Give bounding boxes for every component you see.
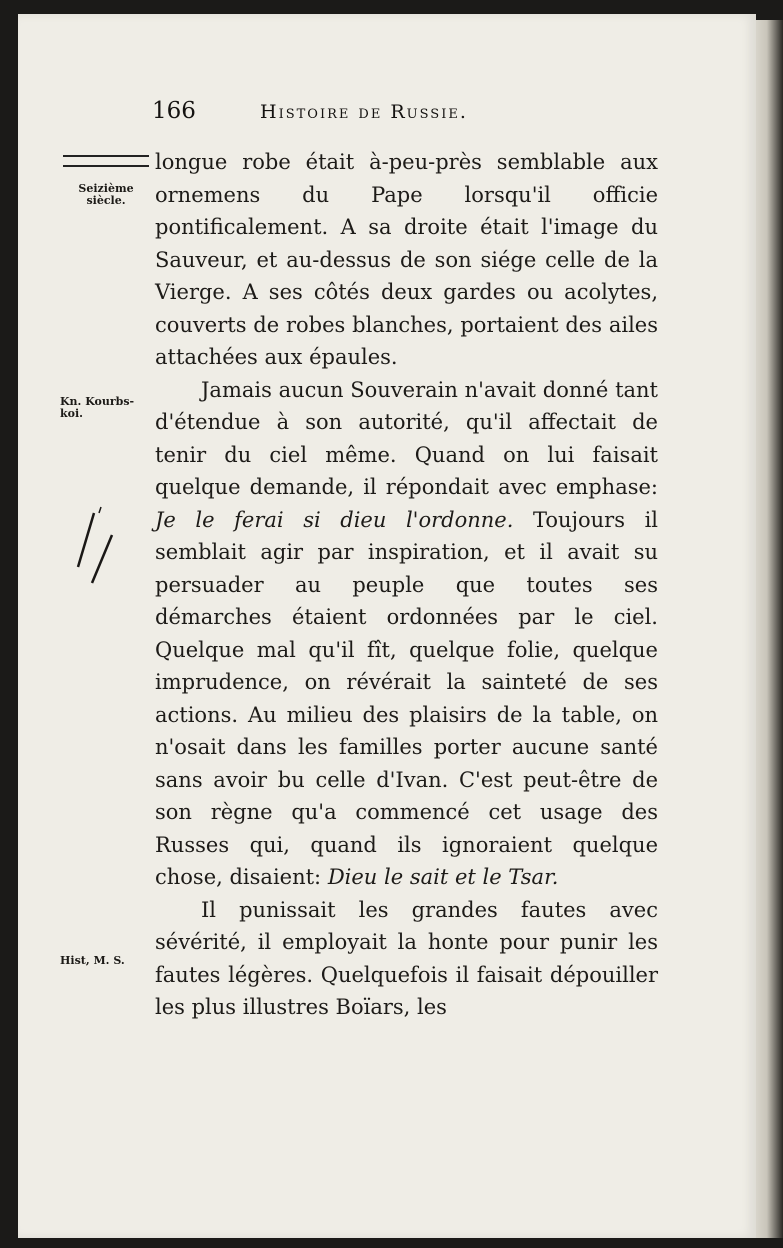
quote-ordonne: Je le ferai si dieu l'ordonne. <box>155 507 514 532</box>
paragraph-1: longue robe était à-peu-près semblable aux ornemens du Pape lorsqu'il officie pontificalement. A sa droite était l'image du Sauveur, et au-dessus de son siége celle de la Vierge. A ses côtés deux gardes ou acolytes, couverts de robes blanches, portaient des ailes attachées aux épaules. <box>155 150 658 369</box>
side-note-source-1: Kn. Kourbs-koi. <box>60 395 135 420</box>
page-number: 166 <box>152 98 196 124</box>
book-spine <box>756 20 783 1238</box>
paragraph-2-text-a: Jamais aucun Souverain n'avait donné tant d'étendue à son autorité, qu'il affectait de tenir du ciel même. Quand on lui faisait quelque demande, il répondait avec emphase: <box>155 377 658 499</box>
page-header <box>152 98 552 128</box>
quote-tsar: Dieu le sait et le Tsar. <box>327 865 559 889</box>
running-title: Histoire de Russie. <box>260 101 468 123</box>
paragraph-3: Il punissait les grandes fautes avec sévérité, il employait la honte pour punir les fautes légères. Quelquefois il faisait dépouiller les plus illustres Boïars, les <box>155 897 658 1019</box>
paragraph-2 <box>155 374 658 894</box>
paragraph-2-text-b: Toujours il semblait agir par inspiration, et il avait su persuader au peuple que toutes ses démarches étaient ordonnées par le ciel. Quelque mal qu'il fît, quelque folie, quelque imprudence, on révérait la sainteté de ses actions. Au milieu des plaisirs de la table, on n'osait dans les familles porter aucune santé sans avoir bu celle d'Ivan. C'est peut-être de son règne qu'a commencé cet usage des Russes qui, quand ils ignoraient quelque chose, disaient: <box>155 507 659 889</box>
side-note-century: Seizième siècle. <box>78 182 134 207</box>
side-note-source-2: Hist, M. S. <box>60 954 125 967</box>
handwritten-mark <box>70 505 120 585</box>
double-rule <box>63 155 149 167</box>
body-text <box>155 146 658 1024</box>
